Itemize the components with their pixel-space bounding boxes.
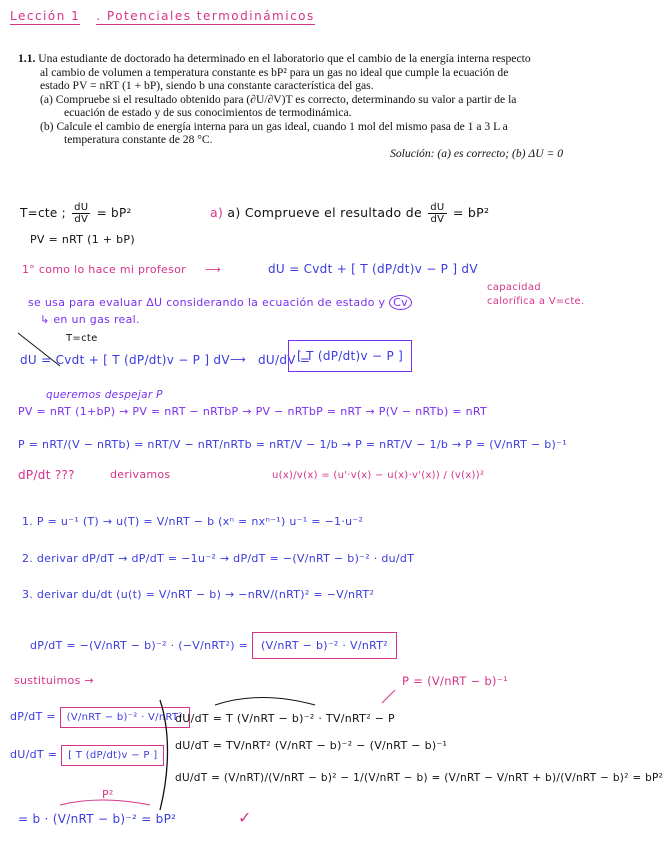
sys-2-box: [ T (dP/dt)v − P ] — [61, 745, 164, 766]
despejar-note: queremos despejar P — [46, 389, 163, 401]
dp-dt-text: dP/dT = −(V/nRT − b)⁻² · (−V/nRT²) = — [30, 639, 249, 652]
frac-num: dU — [430, 202, 445, 213]
step-1: 1. P = u⁻¹ (T) → u(T) = V/nRT − b (xⁿ = nxⁿ⁻¹) u⁻¹ = −1·u⁻² — [22, 515, 364, 528]
cross-out-line — [18, 333, 60, 366]
statement-line-1: Una estudiante de doctorado ha determinado en el laboratorio que el cambio de la energía interna respecto — [38, 52, 531, 65]
boxed-expression: [ T (dP/dt)v − P ] — [288, 340, 412, 372]
p-squared-note: P² — [102, 788, 114, 801]
sys-1-box: (V/nRT − b)⁻² · V/nRT² — [60, 707, 190, 728]
usage-text: se usa para evaluar ΔU considerando la ecuación de estado y — [28, 296, 386, 309]
result-2: dU/dT = TV/nRT² (V/nRT − b)⁻² − (V/nRT − b)⁻¹ — [175, 739, 448, 752]
part-a-text: a) Comprueve el resultado de — [227, 205, 422, 220]
substitute-label: sustituimos → — [14, 674, 94, 687]
part-a-label: (a) — [40, 92, 53, 106]
du-dv-result: dU/dV = — [258, 353, 311, 367]
sys-1-label: dP/dT = — [10, 710, 56, 723]
part-b-line-2: temperatura constante de 28 °C. — [64, 133, 213, 146]
problem-number: 1.1. — [18, 52, 36, 65]
p-derivation: P = nRT/(V − nRTb) = nRT/V − nRT/nRTb = nRT/V − 1/b → P = nRT/V − 1/b → P = (V/nRT − b)⁻¹ — [18, 438, 567, 451]
state-equation: PV = nRT (1 + bP) — [30, 233, 135, 246]
result-1: dU/dT = T (V/nRT − b)⁻² · TV/nRT² − P — [175, 712, 395, 725]
part-b-label: (b) — [40, 119, 54, 133]
lesson-title: Lección 1 — [10, 9, 81, 23]
p-arrow — [382, 690, 395, 703]
statement-line-2: al cambio de volumen a temperatura constante es bP² para un gas no ideal que cumple la ecuación de — [40, 65, 509, 79]
part-a-prefix: a) — [210, 205, 224, 220]
quotient-rule: u(x)/v(x) = (u'·v(x) − u(x)·v'(x)) / (v(x))² — [272, 470, 485, 481]
pv-derivation: PV = nRT (1+bP) → PV = nRT − nRTbP → PV − nRTbP = nRT → P(V − nRTb) = nRT — [18, 405, 488, 418]
real-gas-note: ↳ en un gas real. — [40, 313, 140, 326]
step-2: 2. derivar dP/dT → dP/dT = −1u⁻² → dP/dT = −(V/nRT − b)⁻² · du/dT — [22, 552, 415, 565]
frac-den: dV — [74, 214, 89, 225]
dp-dt-box: (V/nRT − b)⁻² · V/nRT² — [252, 632, 397, 659]
equals-bp2: = bP² — [96, 206, 132, 220]
equals-bp2-2: = bP² — [452, 205, 490, 220]
part-a-line-2: ecuación de estado y de sus conocimientos de termodinámica. — [64, 106, 352, 119]
p2-underline — [60, 800, 150, 805]
part-a-line-1: Compruebe si el resultado obtenido para (∂U/∂V)T es correcto, determinando su valor a partir de la — [55, 92, 517, 106]
frac-den: dV — [430, 214, 445, 225]
cv-circled: Cv — [389, 295, 412, 310]
capacity-label-1: capacidad — [487, 282, 541, 293]
capacity-label-2: calorífica a V=cte. — [487, 296, 585, 307]
final-result: = b · (V/nRT − b)⁻² = bP² — [18, 812, 177, 826]
du-eq-crossed: dU = Cvdt + [ T (dP/dt)v − P ] dV — [20, 353, 230, 367]
dp-dt-question: dP/dt ??? — [18, 468, 75, 482]
arrow-2: ⟶ — [230, 353, 247, 366]
derivamos-label: derivamos — [110, 468, 171, 481]
result-3: dU/dT = (V/nRT)/(V/nRT − b)² − 1/(V/nRT − b) = (V/nRT − V/nRT + b)/(V/nRT − b)² = bP² — [175, 772, 663, 784]
sys-2-label: dU/dT = — [10, 748, 58, 761]
check-mark-icon: ✓ — [238, 808, 252, 827]
lesson-topic: . Potenciales termodinámicos — [96, 9, 315, 23]
substitution-arc — [215, 698, 315, 706]
arrow-1: ⟶ — [205, 263, 222, 276]
tcte-annotation: T=cte — [66, 333, 98, 344]
frac-num: dU — [74, 202, 89, 213]
system-brace — [160, 700, 168, 810]
method-label: 1° como lo hace mi profesor — [22, 263, 187, 276]
condition-text: T=cte ; — [20, 206, 67, 220]
step-3: 3. derivar du/dt (u(t) = V/nRT − b) → −nRV/(nRT)² = −V/nRT² — [22, 588, 375, 601]
du-general-eq: dU = Cvdt + [ T (dP/dt)v − P ] dV — [268, 262, 478, 276]
solution-line: Solución: (a) es correcto; (b) ΔU = 0 — [390, 146, 563, 160]
statement-line-3: estado PV = nRT (1 + bP), siendo b una constante característica del gas. — [40, 79, 374, 92]
p-reminder: P = (V/nRT − b)⁻¹ — [402, 674, 509, 688]
part-b-line-1: Calcule el cambio de energía interna para un gas ideal, cuando 1 mol del mismo pasa de 1 a 3 L a — [56, 119, 508, 133]
